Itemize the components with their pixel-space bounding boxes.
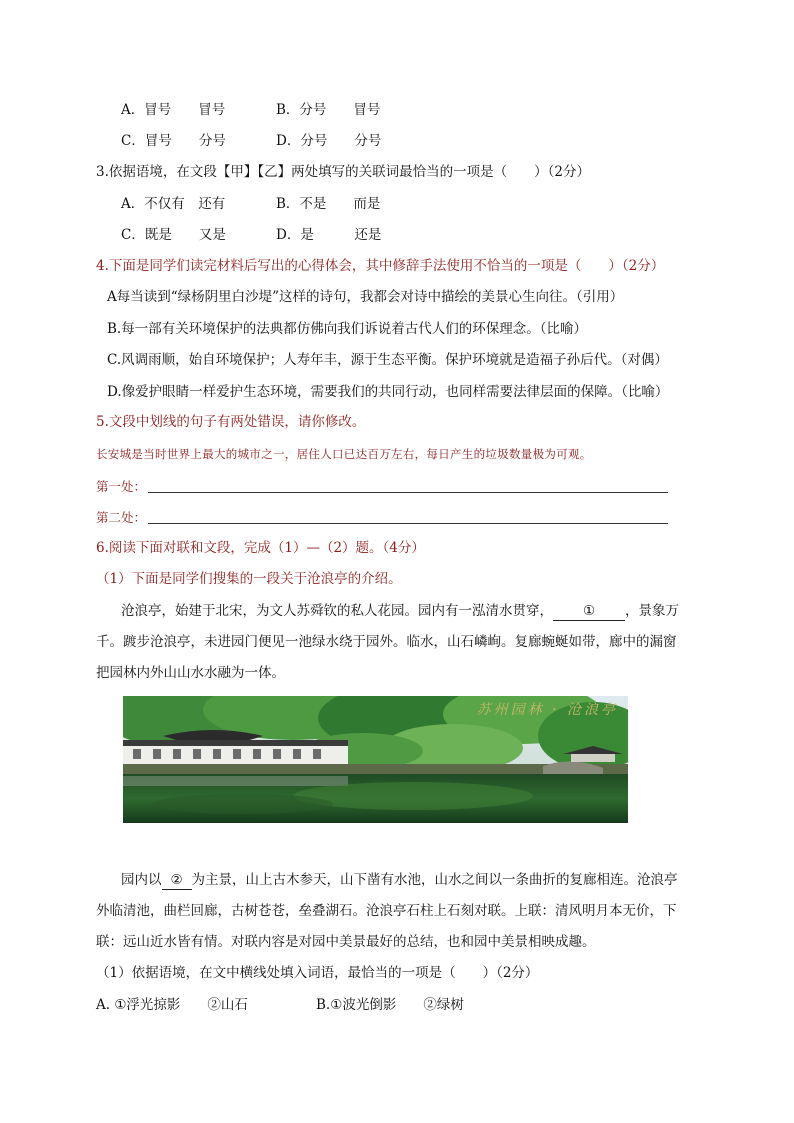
q5-stem: 5.文段中划线的句子有两处错误，请你修改。 — [96, 414, 366, 430]
canglang-pavilion-photo — [123, 696, 628, 823]
q4-option-b: B.每一部有关环境保护的法典都仿佛向我们诉说着古代人们的环保理念。（比喻） — [107, 321, 587, 337]
q4-option-a: A每当读到“绿杨阴里白沙堤”这样的诗句，我都会对诗中描绘的美景心生向往。（引用） — [107, 289, 624, 305]
q6-paragraph2-line2: 外临清池，曲栏回廊，古树苍苍，垒叠湖石。沧浪亭石柱上石刻对联。上联：清风明月本无价，下 — [96, 903, 677, 919]
photo-caption: 苏州园林 · 沧浪亭 — [476, 702, 618, 718]
q5-sentence: 长安城是当时世界上最大的城市之一，居住人口已达百万左右，每日产生的垃圾数量极为可观。 — [96, 447, 592, 461]
q6-sub-intro: （1）下面是同学们搜集的一段关于沧浪亭的介绍。 — [96, 571, 402, 587]
q5-first-label: 第一处： — [96, 479, 147, 494]
q3-option-c: C．既是 又是 — [121, 227, 226, 243]
q4-option-d: D.像爱护眼睛一样爱护生态环境，需要我们的共同行动，也同样需要法律层面的保障。（比喻） — [107, 384, 669, 400]
q3-option-b: B．不是 而是 — [276, 196, 381, 212]
q4-option-c: C.风调雨顺，始自环境保护；人寿年丰，源于生态平衡。保护环境就是造福子孙后代。（对偶） — [107, 352, 668, 368]
q3-stem: 3.依据语境，在文段【甲】【乙】两处填写的关联词最恰当的一项是（ ）（2分） — [96, 164, 590, 180]
q6-paragraph2-line3: 联：远山近水皆有情。对联内容是对园中美景最好的总结，也和园中美景相映成趣。 — [96, 934, 596, 950]
blank-2[interactable]: ② — [162, 871, 192, 890]
q6-sub1-stem: （1）依据语境，在文中横线处填入词语，最恰当的一项是（ ）（2分） — [96, 965, 539, 981]
q6-paragraph1-line2: 千。踱步沧浪亭，未进园门便见一池绿水绕于园外。临水，山石嶙峋。复廊蜿蜒如带，廊中的漏窗 — [96, 634, 677, 650]
q6-sub1-option-a: A. ①浮光掠影 ②山石 — [96, 997, 248, 1013]
q6-paragraph1-line1: 沧浪亭，始建于北宋，为文人苏舜钦的私人花园。园内有一泓清水贯穿， ① ，景象万 — [121, 603, 679, 619]
q3-option-a: A．不仅有 还有 — [121, 196, 226, 212]
q6-paragraph2-line1: 园内以 ② 为主景，山上古木参天，山下凿有水池，山水之间以一条曲折的复廊相连。沧浪亭 — [121, 872, 678, 888]
q5-second-answer-line[interactable] — [148, 523, 668, 524]
q3-option-d: D．是 还是 — [276, 227, 382, 243]
q6-stem: 6.阅读下面对联和文段，完成（1）—（2）题。（4分） — [96, 540, 425, 556]
blank-1[interactable]: ① — [553, 602, 625, 621]
q5-first-answer-line[interactable] — [148, 492, 668, 493]
q2-option-a: A．冒号 冒号 — [121, 102, 226, 118]
q5-second-label: 第二处： — [96, 510, 147, 525]
q6-paragraph1-line3: 把园林内外山山水水融为一体。 — [96, 665, 285, 681]
q4-stem: 4.下面是同学们读完材料后写出的心得体会，其中修辞手法使用不恰当的一项是（ ）（2分） — [96, 258, 665, 274]
q6-sub1-option-b: B.①波光倒影 ②绿树 — [316, 997, 464, 1013]
q2-option-b: B．分号 冒号 — [276, 102, 381, 118]
q2-option-c: C．冒号 分号 — [121, 133, 226, 149]
q2-option-d: D．分号 分号 — [276, 133, 382, 149]
